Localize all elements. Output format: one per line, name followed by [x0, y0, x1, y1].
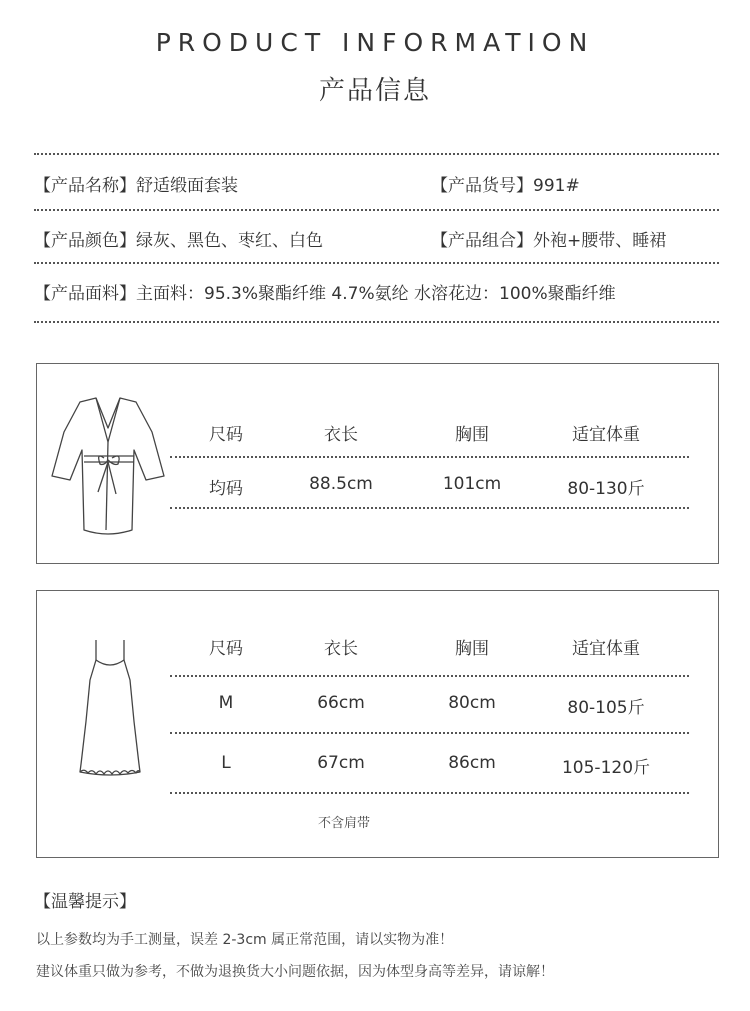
product-color-value: 绿灰、黑色、枣红、白色 [136, 231, 323, 251]
table-cell: M [218, 693, 234, 713]
robe-icon [50, 392, 170, 542]
table-cell: 105-120斤 [561, 758, 651, 778]
product-combo-label: 【产品组合】 [431, 231, 533, 251]
robe-header-bust: 胸围 [455, 425, 489, 445]
table-cell: 80cm [448, 693, 496, 713]
divider [170, 507, 689, 509]
dress-header-length: 衣长 [324, 639, 358, 659]
product-name-row [34, 171, 238, 196]
robe-header-weight: 适宜体重 [572, 425, 640, 445]
dress-header-size: 尺码 [209, 639, 243, 659]
product-fabric-value: 主面料：95.3%聚酯纤维 4.7%氨纶 水溶花边：100%聚酯纤维 [136, 284, 616, 304]
robe-header-length: 衣长 [324, 425, 358, 445]
divider [34, 153, 719, 155]
product-name-value: 舒适缎面套装 [136, 176, 238, 196]
tips-line-2: 建议体重只做为参考，不做为退换货大小问题依据，因为体型身高等差异，请谅解！ [36, 964, 554, 980]
table-cell: 80-130斤 [567, 479, 645, 499]
divider [34, 209, 719, 211]
product-color-label: 【产品颜色】 [34, 231, 136, 251]
page-title-cn: 产品信息 [318, 76, 431, 106]
tips-line-1: 以上参数均为手工测量，误差 2-3cm 属正常范围，请以实物为准！ [36, 932, 454, 948]
dress-header-bust: 胸围 [455, 639, 489, 659]
dress-header-weight: 适宜体重 [572, 639, 640, 659]
slip-dress-icon [70, 636, 150, 781]
product-fabric-row [34, 279, 616, 304]
product-fabric-label: 【产品面料】 [34, 284, 136, 304]
table-cell: 均码 [209, 479, 243, 499]
divider [170, 732, 689, 734]
product-code-row [431, 171, 580, 196]
product-combo-row [431, 226, 666, 251]
table-cell: 88.5cm [309, 474, 373, 494]
divider [34, 321, 719, 323]
divider [170, 675, 689, 677]
table-cell: L [221, 753, 231, 773]
product-code-value: 991# [533, 176, 580, 196]
table-cell: 86cm [448, 753, 496, 773]
table-cell: 80-105斤 [567, 698, 645, 718]
table-cell: 67cm [317, 753, 365, 773]
divider [170, 792, 689, 794]
table-cell: 66cm [317, 693, 365, 713]
tips-title: 【温馨提示】 [34, 892, 136, 912]
product-code-label: 【产品货号】 [431, 176, 533, 196]
dress-table-note: 不含肩带 [317, 816, 370, 831]
product-color-row [34, 226, 323, 251]
page-title-en: PRODUCT INFORMATION [155, 28, 595, 57]
product-combo-value: 外袍+腰带、睡裙 [533, 231, 667, 251]
divider [34, 262, 719, 264]
divider [170, 456, 689, 458]
table-cell: 101cm [442, 474, 502, 494]
product-name-label: 【产品名称】 [34, 176, 136, 196]
robe-header-size: 尺码 [209, 425, 243, 445]
